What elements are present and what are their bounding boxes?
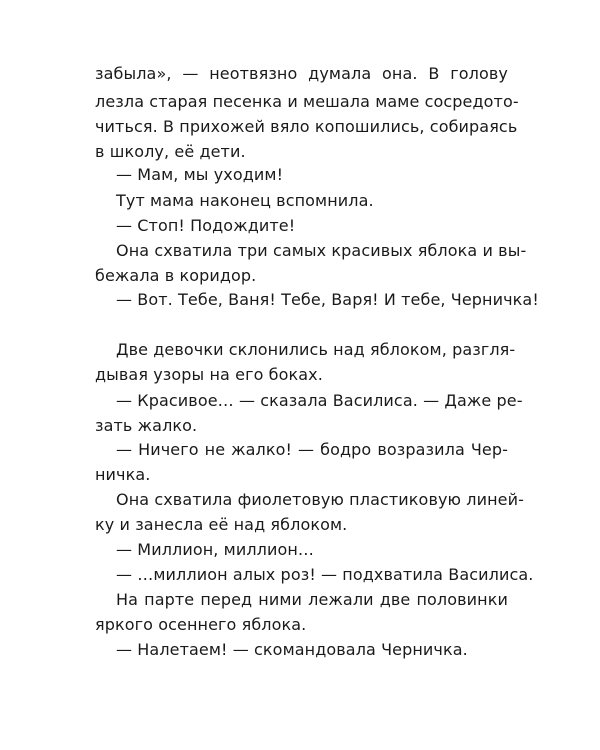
text-line: бежала в коридор. <box>95 266 257 285</box>
text-line: яркого осеннего яблока. <box>95 615 307 634</box>
text-line: ку и занесла её над яблоком. <box>95 515 348 534</box>
text-line: — Миллион, миллион… <box>116 540 315 559</box>
text-line: дывая узоры на его боках. <box>95 365 323 384</box>
text-line: Она схватила фиолетовую пластиковую линей- <box>116 490 524 509</box>
text-line: Она схватила три самых красивых яблока и вы- <box>116 241 527 260</box>
text-line: в школу, её дети. <box>95 142 246 161</box>
text-line: — Красивое… — сказала Василиса. — Даже ре- <box>116 391 523 410</box>
text-line: — Налетаем! — скомандовала Черничка. <box>116 640 468 659</box>
text-line: — Стоп! Подождите! <box>116 216 296 235</box>
text-line: На парте перед ними лежали две половинки <box>116 590 508 609</box>
text-line: — Вот. Тебе, Ваня! Тебе, Варя! И тебе, Черничка! <box>116 290 539 309</box>
text-line: читься. В прихожей вяло копошились, собираясь <box>95 117 518 136</box>
text-line: Две девочки склонились над яблоком, разгля- <box>116 340 516 359</box>
text-line: — Мам, мы уходим! <box>116 165 284 184</box>
text-line: забыла», — неотвязно думала она. В голову <box>95 64 508 83</box>
text-line: — …миллион алых роз! — подхватила Василиса. <box>116 565 534 584</box>
text-line: — Ничего не жалко! — бодро возразила Чер- <box>116 440 508 459</box>
text-line: лезла старая песенка и мешала маме сосредото- <box>95 92 519 111</box>
text-line: Тут мама наконец вспомнила. <box>116 191 374 210</box>
text-line: ничка. <box>95 465 151 484</box>
text-line: зать жалко. <box>95 416 198 435</box>
